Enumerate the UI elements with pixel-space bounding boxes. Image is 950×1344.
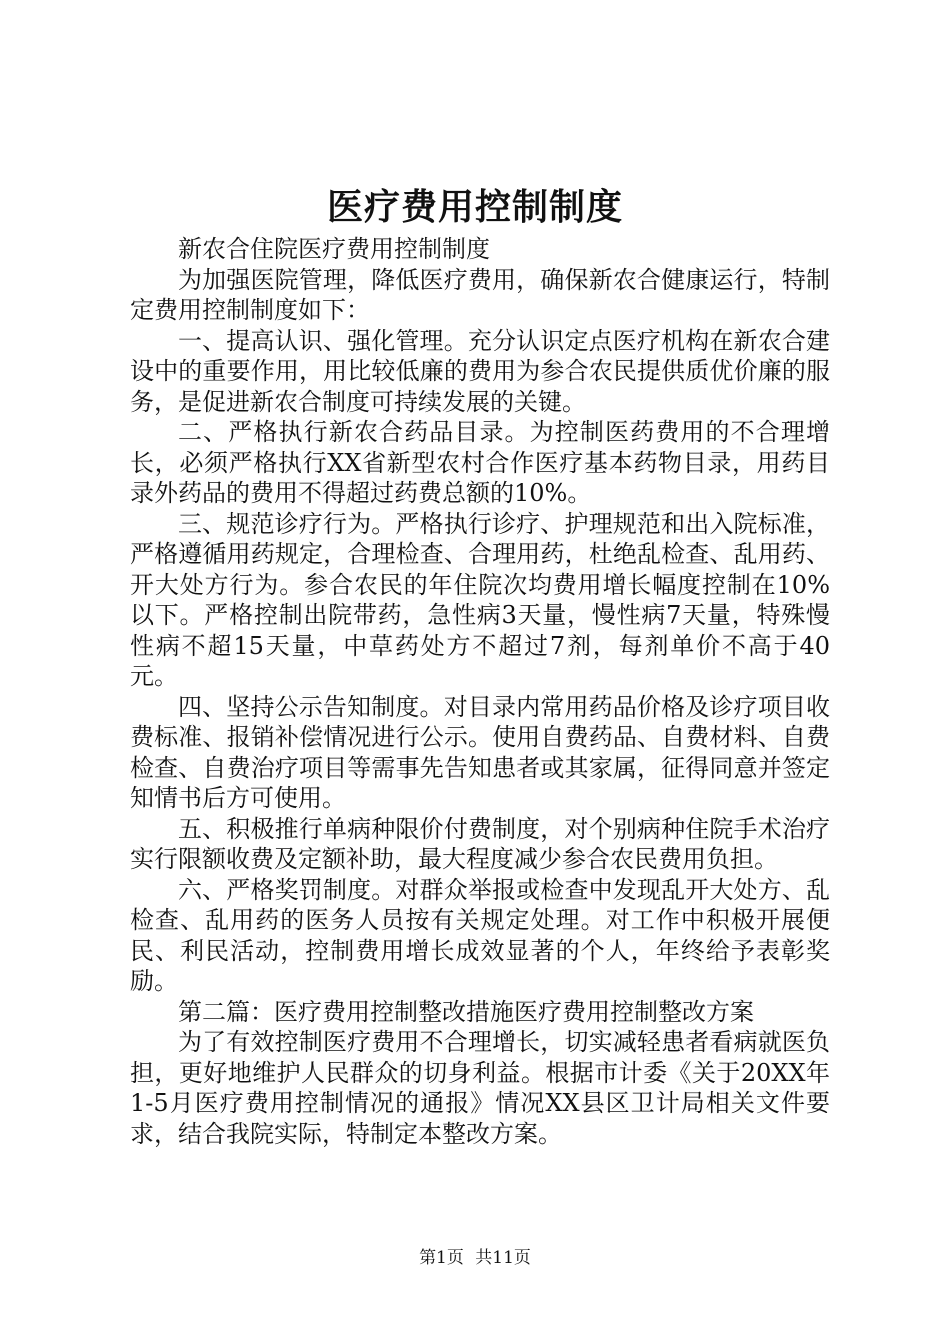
paragraph-item-1: 一、提高认识、强化管理。充分认识定点医疗机构在新农合建设中的重要作用，用比较低廉的费用为参合农民提供质优价廉的服务，是促进新农合制度可持续发展的关键。: [130, 326, 830, 416]
paragraph-section-2-heading: 第二篇：医疗费用控制整改措施医疗费用控制整改方案: [178, 997, 754, 1026]
document-body: [130, 234, 830, 1149]
paragraph-section-2-body: 为了有效控制医疗费用不合理增长，切实减轻患者看病就医负担，更好地维护人民群众的切身利益。根据市计委《关于20XX年1-5月医疗费用控制情况的通报》情况XX县区卫计局相关文件要求，结合我院实际，特制定本整改方案。: [130, 1028, 830, 1148]
paragraph-item-5: 五、积极推行单病种限价付费制度，对个别病种住院手术治疗实行限额收费及定额补助，最大程度减少参合农民费用负担。: [130, 814, 830, 873]
paragraph-intro: 为加强医院管理，降低医疗费用，确保新农合健康运行，特制定费用控制制度如下：: [130, 265, 830, 324]
paragraph-item-4: 四、坚持公示告知制度。对目录内常用药品价格及诊疗项目收费标准、报销补偿情况进行公示。使用自费药品、自费材料、自费检查、自费治疗项目等需事先告知患者或其家属，征得同意并签定知情书后方可使用。: [130, 692, 830, 812]
paragraph-subtitle: 新农合住院医疗费用控制制度: [178, 235, 490, 263]
page-number: 第1页: [419, 1248, 464, 1268]
page-footer: [0, 1246, 950, 1270]
paragraph-item-3: 三、规范诊疗行为。严格执行诊疗、护理规范和出入院标准，严格遵循用药规定，合理检查、合理用药，杜绝乱检查、乱用药、开大处方行为。参合农民的年住院次均费用增长幅度控制在10%以下。严格控制出院带药，急性病3天量，慢性病7天量，特殊慢性病不超15天量，中草药处方不超过7剂，每剂单价不高于40元。: [130, 509, 830, 690]
document-title: 医疗费用控制制度: [326, 186, 623, 228]
page-total: 共11页: [475, 1248, 531, 1268]
paragraph-item-6: 六、严格奖罚制度。对群众举报或检查中发现乱开大处方、乱检查、乱用药的医务人员按有关规定处理。对工作中积极开展便民、利民活动，控制费用增长成效显著的个人，年终给予表彰奖励。: [130, 875, 830, 995]
paragraph-item-2: 二、严格执行新农合药品目录。为控制医药费用的不合理增长，必须严格执行XX省新型农村合作医疗基本药物目录，用药目录外药品的费用不得超过药费总额的10%。: [130, 418, 830, 507]
